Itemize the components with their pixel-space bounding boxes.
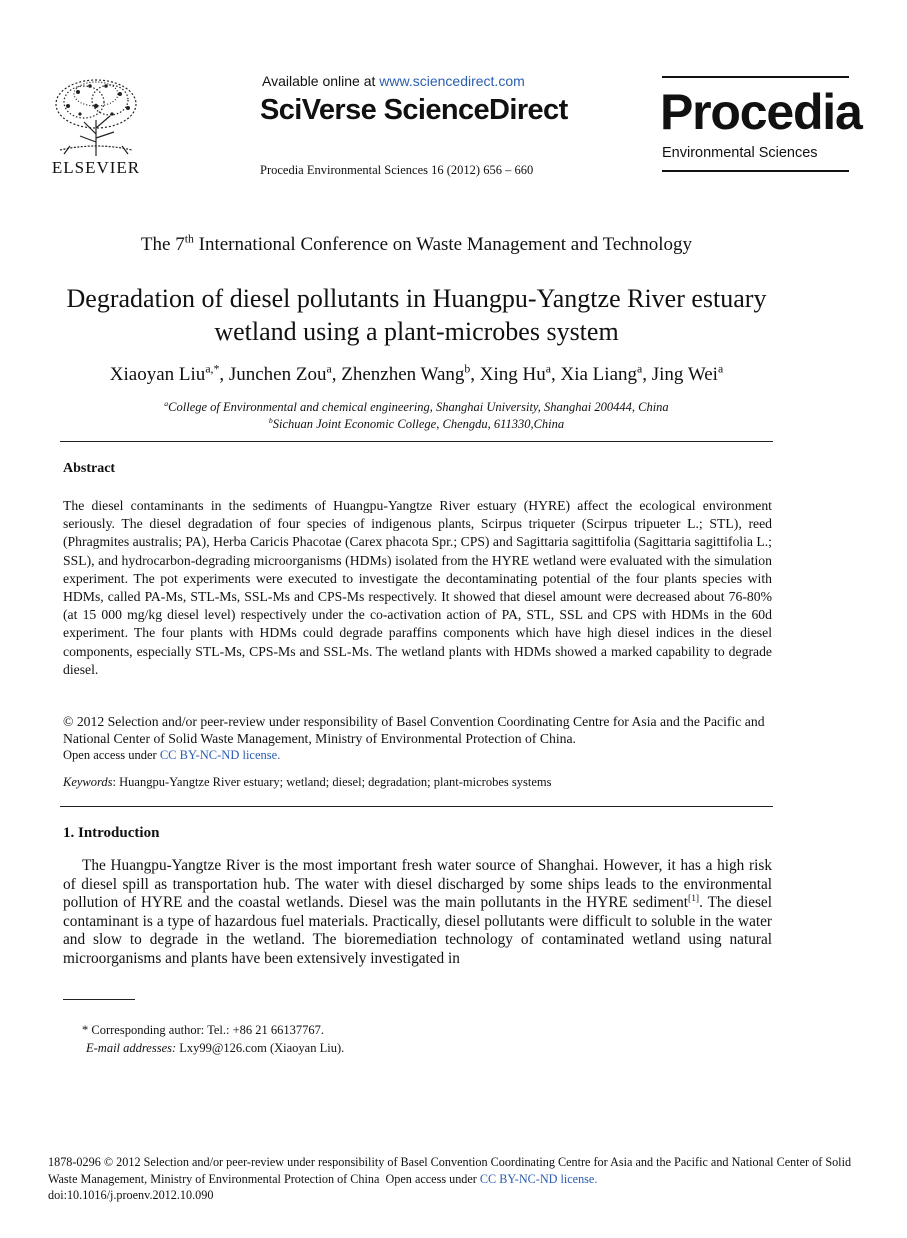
author-name: Junchen Zou	[228, 364, 327, 385]
introduction-body: The Huangpu-Yangtze River is the most important fresh water source of Shanghai. However, it has a high risk of diesel spill as transportation hub. The water with diesel discharged by some ships leads to the environmental pollution of HYRE and the coastal wetlands. Diesel was the main pollutants in the HYRE sediment[1]. The diesel contaminant is a type of hazardous fuel materials. Practically, diesel pollutants were difficult to soluble in the water and slow to degrade in the wetland. The bioremediation technology of contaminated wetland using natural microorganisms and plants have been extensively investigated in	[63, 857, 772, 967]
elsevier-wordmark: ELSEVIER	[51, 158, 141, 177]
abstract-copyright: © 2012 Selection and/or peer-review under responsibility of Basel Convention Coordinating Centre for Asia and the Pacific and National Center of Solid Waste Management, Ministry of Environmental Protection of China.	[63, 714, 765, 746]
sciencedirect-link[interactable]: www.sciencedirect.com	[379, 73, 525, 89]
keywords-line: Keywords: Huangpu-Yangtze River estuary; wetland; diesel; degradation; plant-microbes systems	[63, 775, 552, 789]
abstract-open-access: Open access under CC BY-NC-ND license.	[63, 748, 281, 762]
journal-reference: Procedia Environmental Sciences 16 (2012) 656 – 660	[260, 163, 534, 177]
bottom-license-link[interactable]: CC BY-NC-ND license.	[479, 1171, 598, 1186]
author-name: Xiaoyan Liu	[109, 364, 206, 385]
issn-copyright: 1878-0296 © 2012 Selection and/or peer-review under responsibility of Basel Convention Coordinating Centre for Asia and the Pacific and National Center of Solid Waste Management, Ministry of Environmental Protection of China	[48, 1155, 852, 1186]
author-list: Xiaoyan Liu$^{a,*}$, Junchen Zou$^a$, Zhenzhen Wang$^b$, Xing Hu$^a$, Xia Liang$^a$, Jing Wei$^a$	[109, 362, 724, 385]
author-name: Xia Liang	[560, 364, 638, 385]
corresponding-author-note: * Corresponding author: Tel.: +86 21 66137767.	[82, 1023, 325, 1037]
conference-name: The 7th International Conference on Waste Management and Technology	[140, 232, 693, 255]
introduction-heading: 1. Introduction	[63, 825, 160, 841]
divider-top	[60, 441, 773, 442]
affiliation-b: $^b$Sichuan Joint Economic College, Chengdu, 611330,China	[268, 415, 565, 431]
abstract-body: The diesel contaminants in the sediments of Huangpu-Yangtze River estuary (HYRE) affect the ecological environment seriously. The diesel degradation of four species of indigenous plants, Scirpus triqueter (Scirpus tripueter L.; STL), reed (Phragmites australis; PA), Herba Caricis Phacotae (Carex phacota Spr.; CPS) and Sagittaria sagittifolia (Sagittaria sagittifolia L.; SSL), and hydrocarbon-degrading microorganisms (HDMs) isolated from the HYRE wetland were evaluated with the simulation experiment. The pot experiments were executed to investigate the decontaminating potential of the four plants species with HDMs, called PA-Ms, STL-Ms, SSL-Ms and CPS-Ms respectively. It showed that diesel amount were decreased about 76-80% (at 15 000 mg/kg diesel level) respectively under the co-activation action of PA, STL, SSL and CPS with HDMs in the 60d experiment. The four plants with HDMs could degrade paraffins components which have high diesel indices in the diesel components, especially STL-Ms, CPS-Ms and SSL-Ms. The wetland plants with HDMs showed a marked capability to degrade diesel.	[63, 498, 772, 677]
abstract-heading: Abstract	[63, 461, 116, 476]
divider-bottom	[60, 806, 773, 807]
procedia-logo-text: Procedia	[660, 84, 862, 140]
procedia-journal-subtitle: Environmental Sciences	[662, 145, 818, 161]
procedia-top-rule	[662, 76, 849, 78]
author-name: Xing Hu	[479, 364, 546, 385]
doi: doi:10.1016/j.proenv.2012.10.090	[48, 1188, 214, 1202]
elsevier-tree-logo	[50, 76, 142, 158]
paper-title: Degradation of diesel pollutants in Huangpu-Yangtze River estuary wetland using a plant-microbes system	[66, 284, 767, 346]
author-name: Zhenzhen Wang	[341, 364, 465, 385]
available-online-line: Available online at www.sciencedirect.com	[262, 73, 525, 89]
author-name: Jing Wei	[651, 364, 718, 385]
affiliation-a: $^a$College of Environmental and chemical engineering, Shanghai University, Shanghai 200444, China	[164, 398, 669, 414]
procedia-bottom-rule	[662, 170, 849, 172]
email-note: E-mail addresses: Lxy99@126.com (Xiaoyan Liu).	[86, 1041, 345, 1055]
license-link[interactable]: CC BY-NC-ND license.	[159, 748, 281, 762]
citation-ref[interactable]: [1]	[688, 894, 700, 905]
footnote-rule	[63, 999, 135, 1000]
bottom-copyright-block: 1878-0296 © 2012 Selection and/or peer-review under responsibility of Basel Convention Coordinating Centre for Asia and the Pacific and National Center of Solid Waste Management, Ministry of Environmental Protection of China Open access under CC BY-NC-ND license. doi:10.1016/j.proenv.2012.10.090	[48, 1155, 852, 1202]
sciverse-logo-text: SciVerse ScienceDirect	[260, 94, 568, 126]
